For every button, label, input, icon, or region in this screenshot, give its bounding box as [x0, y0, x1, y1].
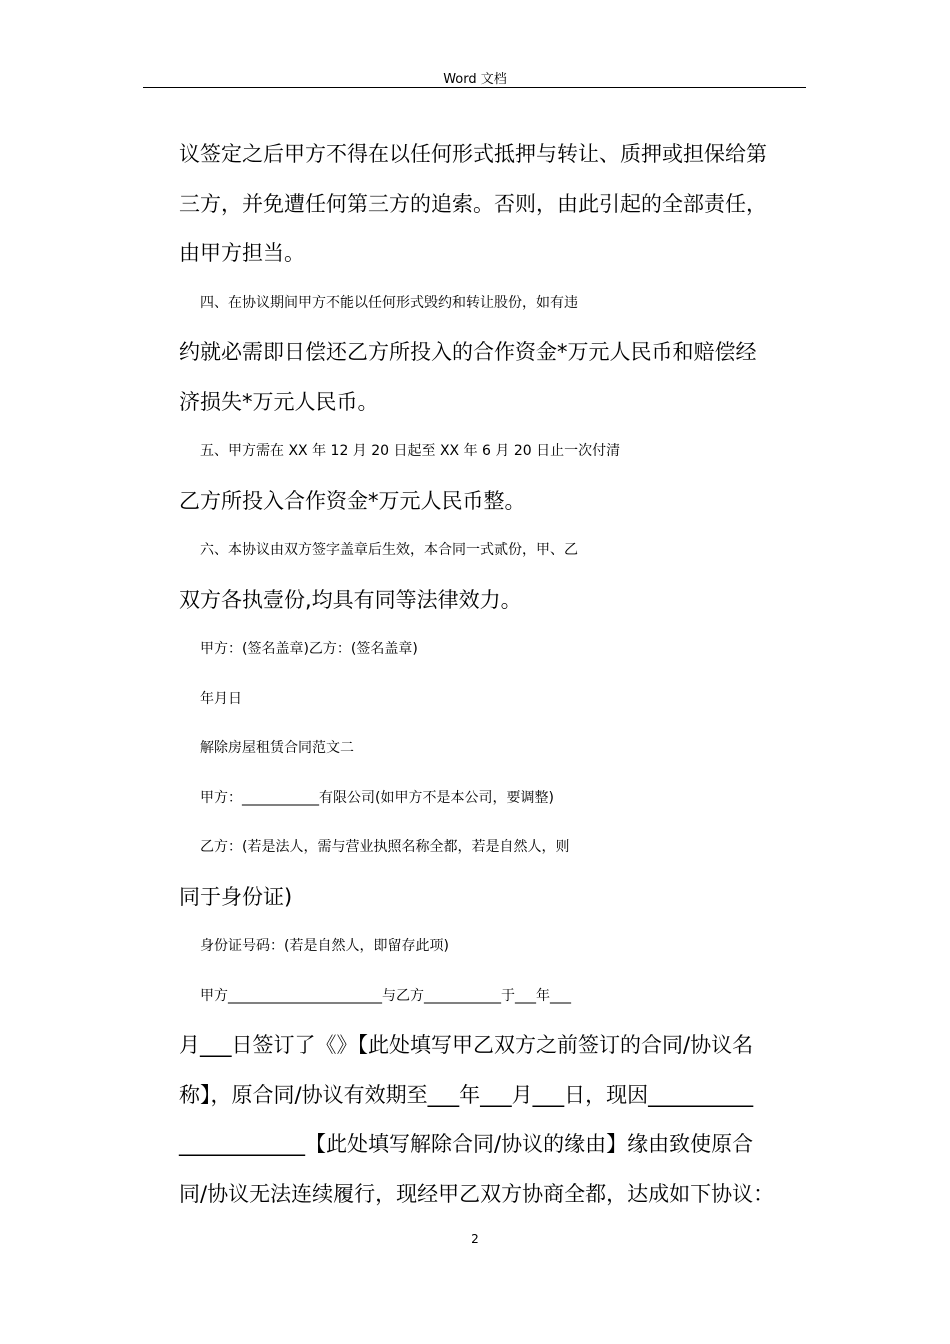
- paragraph: [179, 130, 804, 279]
- paragraph: [179, 279, 804, 428]
- paragraph: [179, 972, 804, 1220]
- paragraph: [179, 823, 804, 922]
- paragraph: [179, 774, 804, 824]
- paragraph-line: 甲方______________________与乙方___________于___年___: [200, 987, 571, 1004]
- paragraph-line: 五、甲方需在 XX 年 12 月 20 日起至 XX 年 6 月 20 日止一次付清: [200, 443, 621, 459]
- paragraph-line: 乙方：(若是法人，需与营业执照名称全都，若是自然人，则: [200, 839, 570, 855]
- document-body: [179, 130, 804, 1219]
- paragraph-line: ____________【此处填写解除合同/协议的缘由】缘由致使原合: [179, 1132, 754, 1156]
- paragraph-line: 身份证号码：(若是自然人，即留存此项): [200, 938, 449, 954]
- page-header-title: Word 文档: [443, 72, 507, 87]
- paragraph-line: 称】，原合同/协议有效期至___年___月___日，现因__________: [179, 1082, 754, 1107]
- paragraph-line: 由甲方担当。: [179, 241, 305, 265]
- paragraph-line: 四、在协议期间甲方不能以任何形式毁约和转让股份，如有违: [200, 294, 578, 311]
- paragraph-line: 六、本协议由双方签字盖章后生效，本合同一式贰份，甲、乙: [200, 542, 578, 558]
- paragraph-line: 济损失*万元人民币。: [179, 389, 379, 414]
- paragraph-line: 甲方：___________有限公司(如甲方不是本公司，要调整): [200, 789, 554, 806]
- paragraph: [179, 427, 804, 526]
- paragraph: [179, 675, 804, 725]
- paragraph-line: 解除房屋租赁合同范文二: [200, 740, 354, 756]
- paragraph-line: 同于身份证): [179, 884, 293, 909]
- paragraph-line: 议签定之后甲方不得在以任何形式抵押与转让、质押或担保给第: [179, 142, 767, 166]
- paragraph-line: 乙方所投入合作资金*万元人民币整。: [179, 488, 526, 513]
- paragraph-line: 年月日: [200, 690, 242, 707]
- paragraph-line: 三方，并免遭任何第三方的追索。否则，由此引起的全部责任，: [179, 191, 767, 216]
- paragraph: [179, 526, 804, 625]
- header-divider: [143, 87, 806, 88]
- page-number: 2: [471, 1232, 479, 1246]
- paragraph: [179, 625, 804, 675]
- paragraph-line: 双方各执壹份,均具有同等法律效力。: [179, 587, 522, 612]
- paragraph-line: 同/协议无法连续履行，现经甲乙双方协商全都，达成如下协议：: [179, 1181, 775, 1206]
- paragraph-line: 约就必需即日偿还乙方所投入的合作资金*万元人民币和赔偿经: [179, 340, 757, 364]
- paragraph-line: 月___日签订了《》【此处填写甲乙双方之前签订的合同/协议名: [179, 1033, 754, 1057]
- paragraph-line: 甲方：(签名盖章)乙方：(签名盖章): [200, 641, 418, 657]
- paragraph: [179, 724, 804, 774]
- paragraph: [179, 922, 804, 972]
